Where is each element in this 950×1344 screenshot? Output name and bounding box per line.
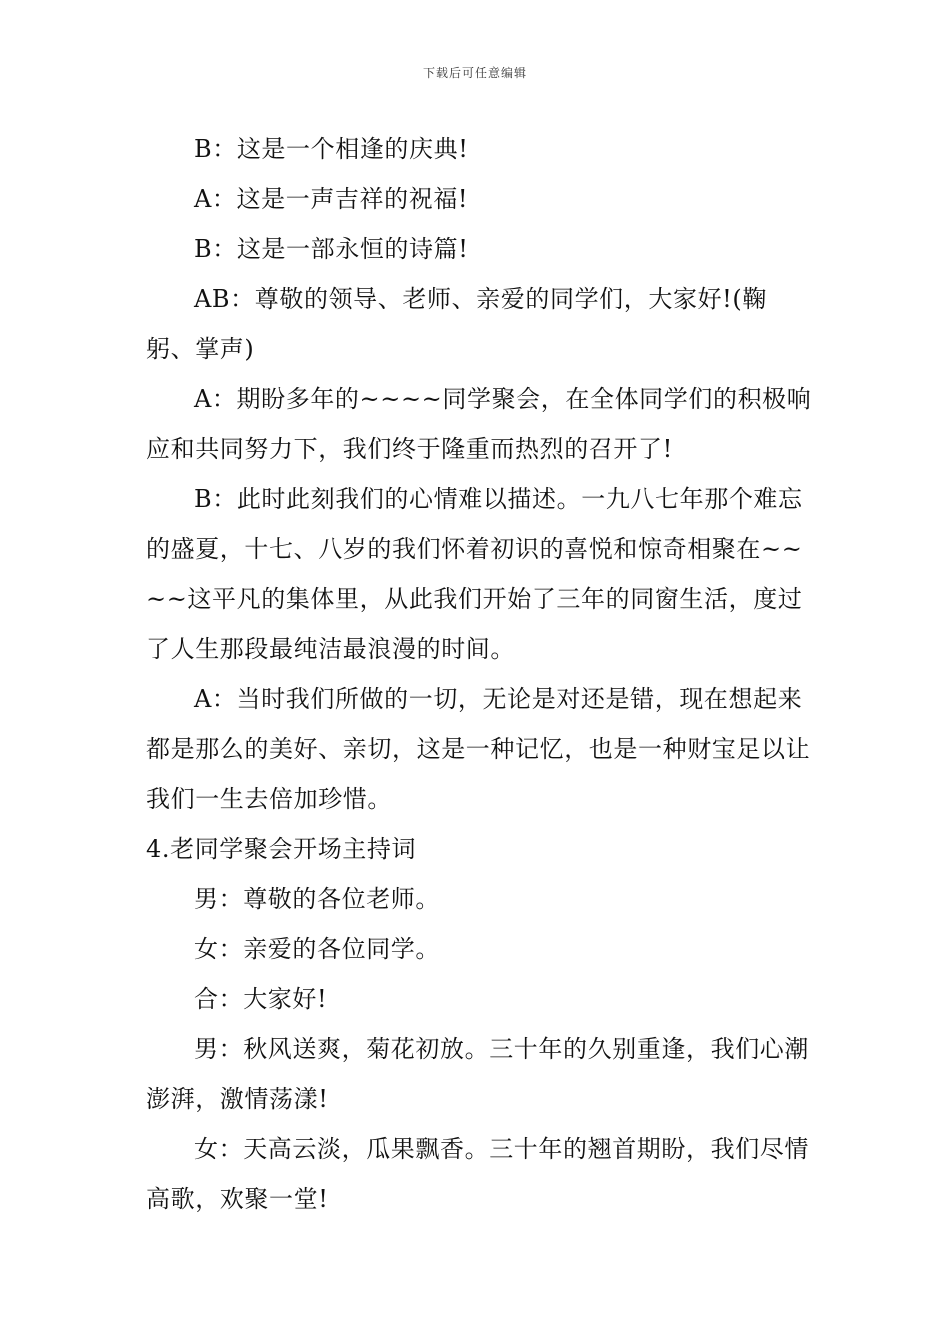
dialogue-paragraph: B：这是一个相逢的庆典! — [194, 135, 469, 163]
dialogue-paragraph: 男：秋风送爽，菊花初放。三十年的久别重逢，我们心潮澎湃，激情荡漾! — [146, 1035, 809, 1113]
document-body — [146, 124, 816, 1224]
dialogue-paragraph: A：当时我们所做的一切，无论是对还是错，现在想起来都是那么的美好、亲切，这是一种记忆，也是一种财宝足以让我们一生去倍加珍惜。 — [146, 685, 811, 813]
dialogue-paragraph: B：这是一部永恒的诗篇! — [194, 235, 469, 263]
dialogue-paragraph: A：期盼多年的~~~~同学聚会，在全体同学们的积极响应和共同努力下，我们终于隆重而热烈的召开了! — [146, 385, 812, 463]
dialogue-paragraph: 女：亲爱的各位同学。 — [194, 935, 440, 963]
section-title: 4.老同学聚会开场主持词 — [146, 835, 417, 863]
dialogue-paragraph: A：这是一声吉祥的祝福! — [194, 185, 469, 213]
dialogue-paragraph: AB：尊敬的领导、老师、亲爱的同学们，大家好!(鞠躬、掌声) — [146, 285, 767, 363]
dialogue-paragraph: 合：大家好! — [194, 985, 328, 1013]
page-header-note: 下载后可任意编辑 — [422, 66, 527, 80]
dialogue-paragraph: B：此时此刻我们的心情难以描述。一九八七年那个难忘的盛夏，十七、八岁的我们怀着初识的喜悦和惊奇相聚在~~~~这平凡的集体里，从此我们开始了三年的同窗生活，度过了人生那段最纯洁最浪漫的时间。 — [146, 485, 803, 663]
dialogue-paragraph: 男：尊敬的各位老师。 — [194, 885, 440, 913]
dialogue-paragraph: 女：天高云淡，瓜果飘香。三十年的翘首期盼，我们尽情高歌，欢聚一堂! — [146, 1135, 809, 1213]
